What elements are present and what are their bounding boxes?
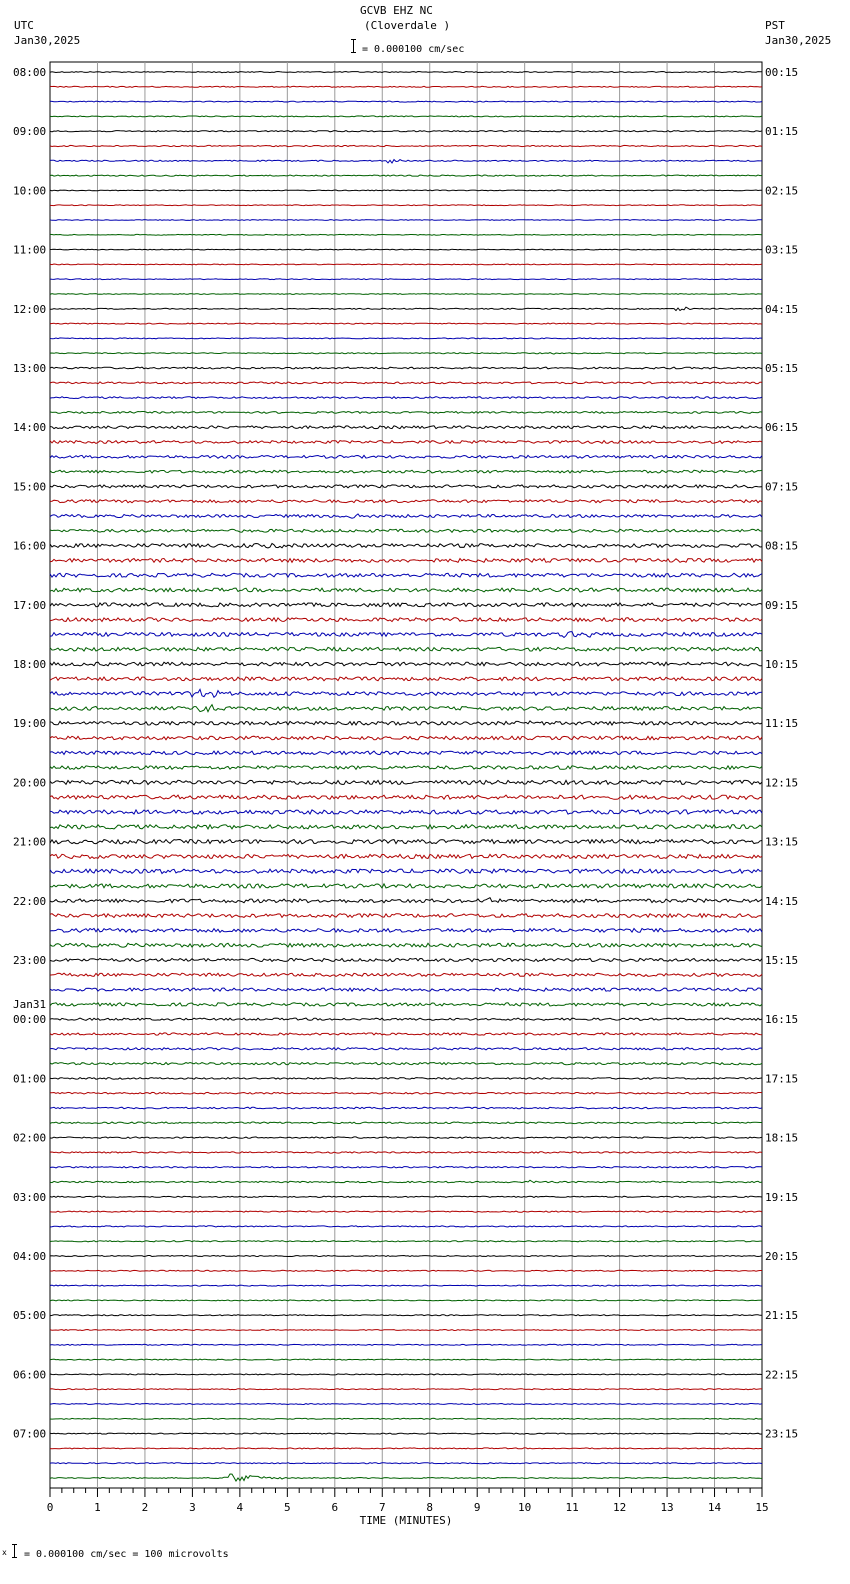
seismic-trace	[50, 1330, 762, 1331]
seismic-trace	[50, 249, 762, 250]
seismic-trace	[50, 175, 762, 176]
seismic-trace	[50, 1003, 762, 1006]
seismic-trace	[50, 338, 762, 339]
pst-hour-label: 06:15	[765, 421, 799, 435]
seismic-trace	[50, 1270, 762, 1271]
seismic-trace	[50, 603, 762, 607]
seismic-trace	[50, 721, 762, 725]
x-tick-label: 8	[426, 1501, 434, 1514]
seismic-trace	[50, 825, 762, 829]
seismic-trace	[50, 1137, 762, 1138]
seismic-trace	[50, 294, 762, 295]
utc-hour-label: 22:00	[13, 894, 47, 908]
x-tick-label: 0	[46, 1501, 54, 1514]
seismic-trace	[50, 514, 762, 518]
seismic-trace	[50, 426, 762, 429]
x-tick-label: 9	[473, 1501, 481, 1514]
utc-hour-label: 13:00	[13, 362, 47, 375]
utc-hour-label: 14:00	[13, 421, 47, 435]
seismic-trace	[50, 914, 762, 918]
seismic-trace	[50, 382, 762, 384]
utc-hour-label: 03:00	[13, 1190, 47, 1204]
seismic-trace	[50, 1063, 762, 1065]
seismic-trace	[50, 780, 762, 784]
seismic-trace	[50, 988, 762, 991]
utc-hour-label: 06:00	[13, 1368, 47, 1382]
utc-date: Jan30,2025	[14, 34, 81, 47]
seismic-trace	[50, 397, 762, 399]
seismic-trace	[50, 529, 762, 532]
pst-hour-label: 23:15	[765, 1427, 799, 1441]
pst-hour-label: 11:15	[765, 717, 799, 731]
seismic-trace	[50, 1033, 762, 1035]
seismic-trace	[50, 441, 762, 444]
seismic-trace	[50, 544, 762, 549]
seismic-trace	[50, 455, 762, 458]
seismic-trace	[50, 810, 762, 814]
seismic-trace	[50, 234, 762, 235]
seismic-trace	[50, 307, 762, 310]
seismic-trace	[50, 1418, 762, 1419]
utc-hour-label: 21:00	[13, 835, 47, 849]
seismic-trace	[50, 929, 762, 933]
utc-hour-label: 12:00	[13, 302, 47, 316]
seismic-trace	[50, 220, 762, 221]
x-tick-label: 1	[94, 1501, 101, 1514]
seismic-trace	[50, 840, 762, 844]
pst-hour-label: 20:15	[765, 1250, 799, 1263]
utc-hour-label: 17:00	[13, 598, 47, 612]
seismic-trace	[50, 470, 762, 473]
seismic-trace	[50, 1344, 762, 1345]
seismic-trace	[50, 973, 762, 976]
seismic-trace	[50, 86, 762, 87]
utc-hour-label: 08:00	[13, 66, 47, 79]
utc-hour-label: 23:00	[13, 954, 47, 967]
pst-hour-label: 01:15	[765, 125, 799, 139]
seismic-trace	[50, 500, 762, 503]
seismic-trace	[50, 705, 762, 712]
pst-hour-label: 03:15	[765, 243, 799, 257]
utc-hour-label: 11:00	[13, 243, 47, 257]
pst-hour-label: 13:15	[765, 835, 799, 849]
x-tick-label: 2	[141, 1501, 149, 1514]
seismic-trace	[50, 1463, 762, 1464]
utc-hour-label: 18:00	[13, 658, 47, 671]
seismic-trace	[50, 353, 762, 355]
x-tick-label: 3	[189, 1501, 196, 1514]
pst-hour-label: 19:15	[765, 1190, 799, 1204]
seismic-trace	[50, 618, 762, 622]
seismic-trace	[50, 559, 762, 563]
x-tick-label: 12	[612, 1501, 627, 1514]
plot-frame	[50, 62, 762, 1488]
seismic-trace	[50, 72, 762, 73]
seismic-trace	[50, 1256, 762, 1257]
seismic-trace	[50, 160, 762, 163]
utc-hour-label: 01:00	[13, 1072, 47, 1086]
seismic-trace	[50, 1180, 762, 1182]
seismic-trace	[50, 689, 762, 697]
pst-hour-label: 22:15	[765, 1368, 799, 1382]
seismic-trace	[50, 736, 762, 740]
seismic-trace	[50, 588, 762, 592]
utc-hour-label: 00:00	[13, 1013, 47, 1027]
seismic-trace	[50, 854, 762, 858]
pst-hour-label: 21:15	[765, 1309, 799, 1323]
seismic-trace	[50, 884, 762, 888]
pst-hour-label: 10:15	[765, 658, 799, 671]
utc-date-change-label: Jan31	[13, 998, 47, 1012]
seismic-trace	[50, 766, 762, 770]
seismic-trace	[50, 131, 762, 132]
seismic-trace	[50, 1167, 762, 1168]
footer-scale-bar-icon	[12, 1544, 17, 1558]
utc-hour-label: 04:00	[13, 1250, 47, 1263]
pst-hour-label: 08:15	[765, 539, 799, 553]
utc-hour-label: 15:00	[13, 480, 47, 494]
x-tick-label: 13	[660, 1501, 674, 1514]
pst-hour-label: 00:15	[765, 66, 799, 79]
utc-hour-label: 09:00	[13, 125, 47, 139]
x-tick-label: 11	[565, 1501, 579, 1514]
utc-label: UTC	[14, 19, 34, 32]
seismic-trace	[50, 1241, 762, 1242]
station-location: (Cloverdale )	[364, 19, 451, 32]
seismic-trace	[50, 1448, 762, 1449]
x-tick-label: 15	[755, 1501, 769, 1514]
seismic-trace	[50, 279, 762, 280]
utc-hour-label: 02:00	[13, 1131, 47, 1145]
seismic-trace	[50, 751, 762, 755]
x-tick-label: 10	[518, 1501, 532, 1514]
seismic-trace	[50, 573, 762, 577]
seismic-trace	[50, 958, 762, 961]
seismic-trace	[50, 101, 762, 102]
pst-hour-label: 14:15	[765, 894, 799, 908]
seismic-trace	[50, 943, 762, 947]
seismic-trace	[50, 1285, 762, 1286]
pst-hour-label: 16:15	[765, 1013, 799, 1027]
scale-label: = 0.000100 cm/sec	[362, 44, 465, 55]
utc-hour-label: 10:00	[13, 184, 47, 198]
utc-hour-label: 20:00	[13, 776, 47, 790]
x-tick-label: 14	[707, 1501, 722, 1514]
seismic-trace	[50, 1018, 762, 1020]
utc-hour-label: 19:00	[13, 717, 47, 731]
x-tick-label: 4	[236, 1501, 244, 1514]
seismic-trace	[50, 1359, 762, 1360]
utc-hour-label: 16:00	[13, 539, 47, 553]
seismic-trace	[50, 412, 762, 414]
seismic-trace	[50, 190, 762, 191]
seismic-trace	[50, 264, 762, 265]
pst-hour-label: 07:15	[765, 480, 799, 494]
pst-date: Jan30,2025	[765, 34, 832, 47]
seismic-trace	[50, 1404, 762, 1405]
seismic-trace	[50, 898, 762, 903]
x-tick-label: 7	[378, 1501, 386, 1514]
seismic-trace	[50, 1300, 762, 1301]
seismic-trace	[50, 1389, 762, 1390]
seismic-trace	[50, 1374, 762, 1375]
seismic-trace	[50, 1474, 762, 1481]
utc-hour-label: 07:00	[13, 1427, 47, 1441]
seismic-trace	[50, 1433, 762, 1434]
seismic-trace	[50, 1078, 762, 1080]
footer-marker: x	[2, 1548, 7, 1557]
pst-hour-label: 12:15	[765, 776, 799, 790]
seismic-trace	[50, 1152, 762, 1153]
pst-hour-label: 15:15	[765, 954, 799, 967]
seismic-trace	[50, 205, 762, 206]
seismic-trace	[50, 1211, 762, 1212]
seismic-trace	[50, 367, 762, 369]
seismic-trace	[50, 1048, 762, 1050]
pst-hour-label: 18:15	[765, 1131, 799, 1145]
pst-label: PST	[765, 19, 785, 32]
seismic-trace	[50, 1196, 762, 1197]
seismic-trace	[50, 677, 762, 681]
station-title: GCVB EHZ NC	[360, 4, 433, 17]
x-tick-label: 5	[284, 1501, 291, 1514]
seismic-trace	[50, 632, 762, 638]
seismic-trace	[50, 1122, 762, 1124]
seismic-trace	[50, 1107, 762, 1109]
pst-hour-label: 02:15	[765, 184, 799, 198]
seismic-trace	[50, 795, 762, 799]
seismic-trace	[50, 1226, 762, 1227]
pst-hour-label: 05:15	[765, 362, 799, 375]
seismic-trace	[50, 485, 762, 488]
pst-hour-label: 09:15	[765, 598, 799, 612]
seismic-trace	[50, 647, 762, 651]
seismic-trace	[50, 1315, 762, 1316]
pst-hour-label: 04:15	[765, 302, 799, 316]
x-tick-label: 6	[331, 1501, 339, 1514]
x-axis-title: TIME (MINUTES)	[359, 1514, 453, 1527]
seismic-trace	[50, 1092, 762, 1094]
seismic-trace	[50, 869, 762, 873]
footer-scale-label: = 0.000100 cm/sec = 100 microvolts	[24, 1549, 229, 1560]
pst-hour-label: 17:15	[765, 1072, 799, 1086]
seismic-trace	[50, 662, 762, 666]
seismic-trace	[50, 145, 762, 146]
utc-hour-label: 05:00	[13, 1309, 47, 1323]
seismic-trace	[50, 116, 762, 117]
seismic-trace	[50, 323, 762, 324]
